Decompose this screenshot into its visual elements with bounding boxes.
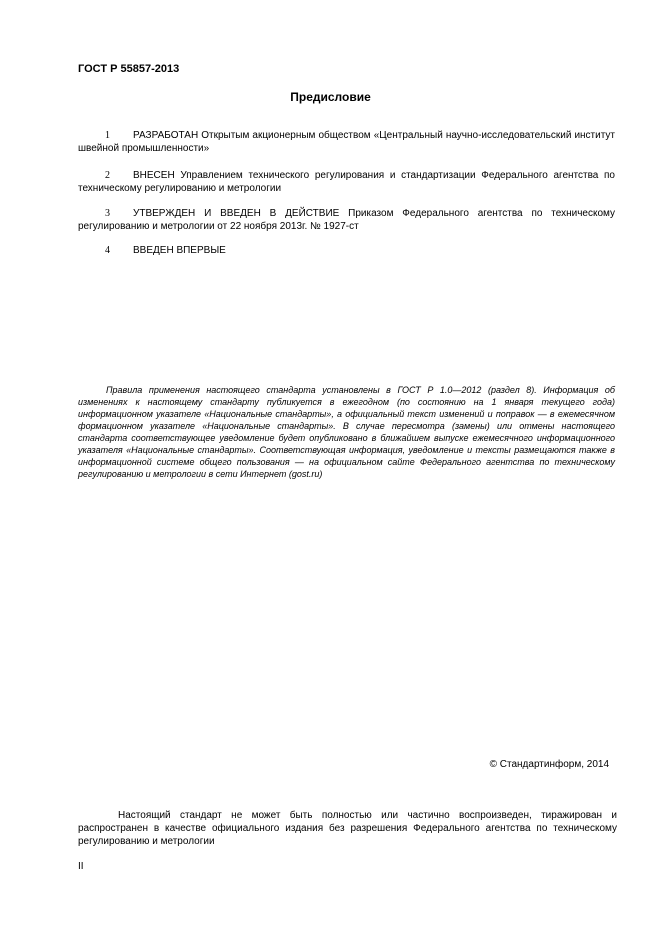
page-title: Предисловие: [290, 90, 371, 104]
item-number: 3: [105, 208, 110, 219]
item-number: 1: [105, 130, 110, 141]
preface-item-2: [78, 169, 615, 195]
usage-rules-note: Правила применения настоящего стандарта установлены в ГОСТ Р 1.0—2012 (раздел 8). Информация об изменениях к настоящему стандарту публикуется в ежегодном (по состоянию на 1 января текущего года) информационном указателе «Национальные стандарты», а официальный текст изменений и поправок — в ежемесячном формационном указателе «Национальные стандарты». В случае пересмотра (замены) или отмены настоящего стандарта соответствующее уведомление будет опубликовано в ближайшем выпуске ежемесячного информационного указателя «Национальные стандарты». Соответствующая информация, уведомление и тексты размещаются также в информационной системе общего пользования — на официальном сайте Федерального агентства по техническому регулированию и метрологии в сети Интернет (gost.ru): [78, 385, 615, 479]
item-number: 4: [105, 245, 110, 256]
reproduction-notice: Настоящий стандарт не может быть полностью или частично воспроизведен, тиражирован и распространен в качестве официального издания без разрешения Федерального агентства по техническому регулированию и метрологии: [78, 810, 617, 847]
page-number: II: [78, 861, 84, 872]
item-text: УТВЕРЖДЕН И ВВЕДЕН В ДЕЙСТВИЕ Приказом Федерального агентства по техническому регулированию и метрологии от 22 ноября 2013г. № 1927-ст: [78, 208, 615, 232]
preface-item-4: [78, 244, 615, 257]
item-number: 2: [105, 170, 110, 181]
copyright-notice: © Стандартинформ, 2014: [489, 759, 609, 770]
item-text: ВВЕДЕН ВПЕРВЫЕ: [133, 245, 226, 256]
preface-item-3: [78, 207, 615, 233]
document-code: ГОСТ Р 55857-2013: [78, 63, 180, 75]
item-text: ВНЕСЕН Управлением технического регулирования и стандартизации Федерального агентства по техническому регулированию и метрологии: [78, 170, 615, 194]
preface-item-1: [78, 129, 615, 155]
item-text: РАЗРАБОТАН Открытым акционерным обществом «Центральный научно-исследовательский институт швейной промышленности»: [78, 130, 615, 154]
